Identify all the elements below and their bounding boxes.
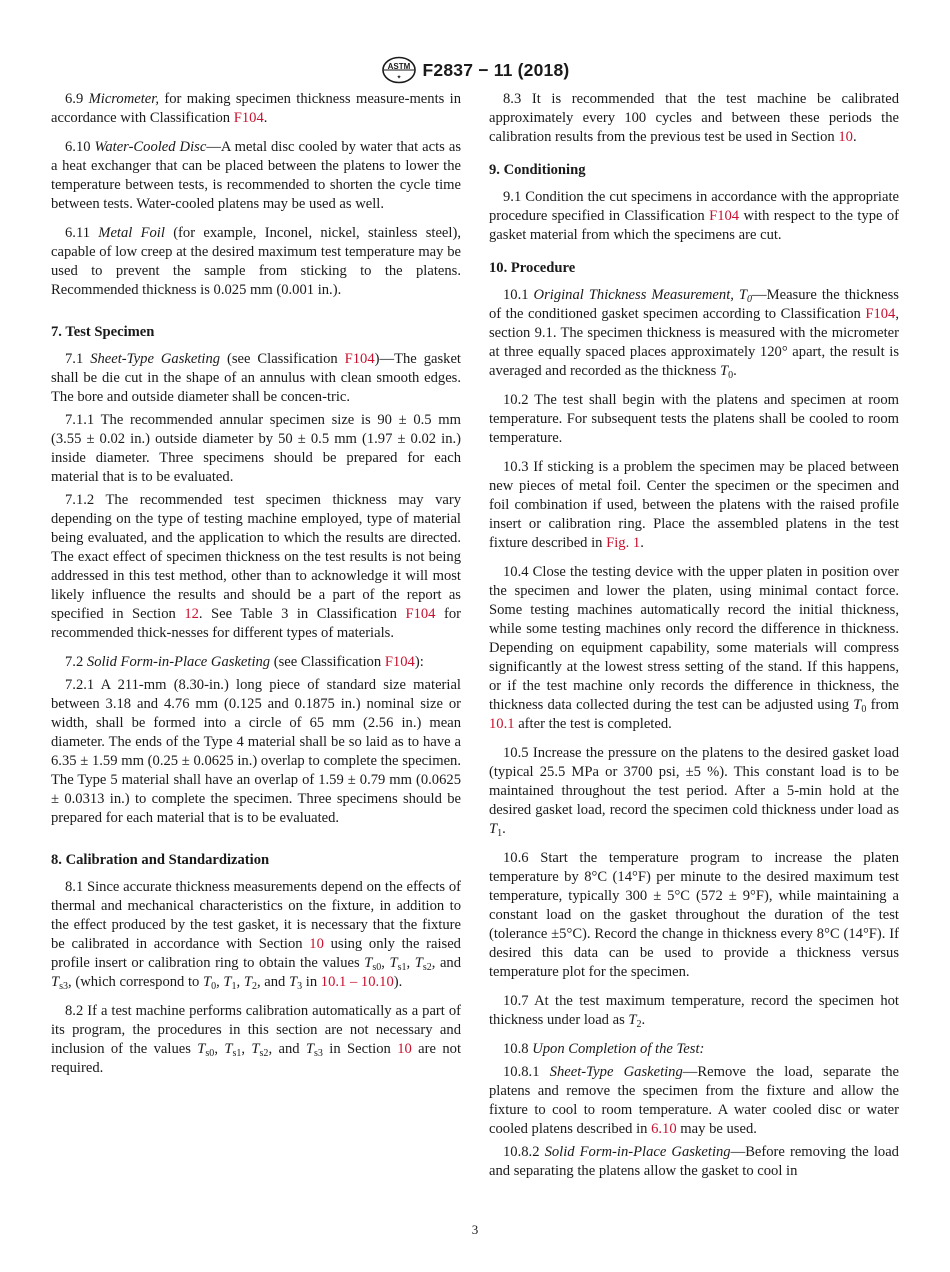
section-7-2-1: 7.2.1 A 211-mm (8.30-in.) long piece of standard size material between 3.18 and 4.76 mm (0.125 and 0.1875 in.) nominal size or width, shall be formed into a circle of 65 mm (2.56 in.) mean diameter. The ends of the Type 4 material shall be so laid as to have a 6.35 ± 1.59 mm (0.25 ± 0.0625 in.) overlap to complete the specimen. The Type 5 material shall have an overlap of 1.59 ± 0.79 mm (0.0625 ± 0.0313 in.) to complete the specimen. Three specimens should be prepared for each material that is to be evaluated. (51, 677, 461, 826)
section-10-8-1: 10.8.1 Sheet-Type Gasketing—Remove the load, separate the platens and remove the specimen from the fixture and allow the fixture to cool to room temperature. A water cooled disc or water cooled platens described in 6.10 may be used. (489, 1064, 899, 1137)
ref-f104-link[interactable]: F104 (344, 351, 375, 367)
section-10-5: 10.5 Increase the pressure on the platens to the desired gasket load (typical 25.5 MPa or 3700 psi, ±5 %). This constant load is to be maintained throughout the test period. After a 5-min hold at the desired gasket load, record the specimen cold thickness under load as $T_1$. (489, 745, 899, 839)
section-10-6: 10.6 Start the temperature program to increase the platen temperature by 8°C (14°F) per minute to the desired maximum test temperature, typically 300 ± 5°C (572 ± 9°F), while maintaining a constant load on the gasket throughout the duration of the test (tolerance ±5°C). Record the change in thickness every 8°C (14°F). If desired this data can be used to provide a thickness versus temperature plot for the specimen. (489, 850, 899, 980)
section-10-2: 10.2 The test shall begin with the platens and specimen at room temperature. For subsequent tests the platens shall be cooled to room temperature. (489, 392, 899, 446)
section-9-1: 9.1 Condition the cut specimens in accordance with the appropriate procedure specified in Classification F104 with respect to the type of gasket material from which the specimens are cut. (489, 189, 899, 243)
section-7-1-2: 7.1.2 The recommended test specimen thickness may vary depending on the type of testing machine employed, type of material being evaluated, and the application to which the results are directed. The exact effect of specimen thickness on the test results is not being addressed in this test method, other than to acknowledge it will most likely influence the results and should be a part of the report as specified in Section 12. See Table 3 in Classification F104 for recommended thick-nesses for different types of materials. (51, 492, 462, 641)
ref-fig-1-link[interactable]: Fig. 1 (606, 535, 641, 551)
section-8-1: 8.1 Since accurate thickness measurements depend on the effects of thermal and mechanical characteristics on the fixture, in addition to the effect produced by the test gasket, it is necessary that the fixture be calibrated in accordance with Section 10 using only the raised profile insert or calibration ring to obtain the values $T_{s0}$, $T_{s1}$, $T_{s2}$, and $T_{s3}$, (which correspond to $T_0$, $T_1$, $T_2$, and $T_3$ in 10.1 – 10.10). (51, 879, 462, 992)
document-designation: F2837 − 11 (2018) (422, 59, 570, 80)
section-10-4: 10.4 Close the testing device with the upper platen in position over the specimen and lower the platen, using minimal contact force. Some testing machines automatically record the initial thickness, while some testing machines only record the difference in thickness. Depending on equipment capability, some materials will compress significantly at the lowest stress setting of the stand. If this happens, or if the test machine only records the difference in thickness, the thickness data collected during the test can be adjusted using $T_0$ from 10.1 after the test is completed. (489, 564, 899, 732)
section-10-3: 10.3 If sticking is a problem the specimen may be placed between new pieces of metal foil. Center the specimen or the specimen and foil combination if used, between the platens with the raised profile insert or calibration ring. Place the assembled platens in the test fixture described in Fig. 1. (489, 459, 899, 551)
heading-test-specimen: 7. Test Specimen (51, 324, 155, 340)
ref-f104-link[interactable]: F104 (709, 208, 740, 224)
heading-conditioning: 9. Conditioning (489, 162, 586, 178)
section-8-3: 8.3 It is recommended that the test machine be calibrated approximately every 100 cycles and between these periods the calibration results from the previous test be used in Section 10. (489, 91, 899, 145)
ref-10-1-10-10-link[interactable]: 10.1 – 10.10 (320, 974, 394, 990)
astm-logo-icon (381, 56, 417, 84)
section-10-7: 10.7 At the test maximum temperature, record the specimen hot thickness under load as $T_2$. (489, 993, 899, 1030)
section-7-2: 7.2 Solid Form-in-Place Gasketing (see Classification F104): (65, 654, 424, 670)
ref-f104-link[interactable]: F104 (405, 606, 436, 622)
section-7-1-1: 7.1.1 The recommended annular specimen size is 90 ± 0.5 mm (3.55 ± 0.02 in.) outside diameter by 50 ± 0.5 mm (1.97 ± 0.02 in.) inside diameter. Three specimens should be prepared for each material that is to be evaluated. (51, 412, 461, 485)
ref-section-12-link[interactable]: 12 (184, 606, 199, 622)
ref-section-10-link[interactable]: 10 (309, 936, 324, 952)
section-10-8-2: 10.8.2 Solid Form-in-Place Gasketing—Before removing the load and separating the platens allow the gasket to cool in (489, 1144, 899, 1179)
astm-logo-text: ASTM (387, 62, 410, 71)
page-number: 3 (471, 1222, 479, 1237)
ref-6-10-link[interactable]: 6.10 (651, 1121, 677, 1137)
section-8-2: 8.2 If a test machine performs calibration automatically as a part of its program, the procedures in this section are not necessary and inclusion of the values $T_{s0}$, $T_{s1}$, $T_{s2}$, and $T_{s3}$ in Section 10 are not required. (51, 1003, 461, 1076)
ref-section-10-link[interactable]: 10 (397, 1041, 412, 1057)
ref-10-1-link[interactable]: 10.1 (489, 716, 515, 732)
ref-f104-link[interactable]: F104 (865, 306, 896, 322)
ref-f104-link[interactable]: F104 (233, 110, 264, 126)
heading-calibration: 8. Calibration and Standardization (51, 852, 270, 868)
section-6-11: 6.11 Metal Foil (for example, Inconel, nickel, stainless steel), capable of low creep at the desired maximum test temperature may be used to prevent the sample from sticking to the platens. Recommended thickness is 0.025 mm (0.001 in.). (51, 225, 461, 298)
heading-procedure: 10. Procedure (489, 260, 576, 276)
ref-f104-link[interactable]: F104 (384, 654, 415, 670)
section-6-9: 6.9 Micrometer, for making specimen thickness measure-ments in accordance with Classification F104. (51, 91, 462, 126)
section-7-1: 7.1 Sheet-Type Gasketing (see Classification F104)—The gasket shall be die cut in the shape of an annulus with clean smooth edges. The bore and outside diameter shall be concen-tric. (51, 351, 461, 405)
page-header (0, 55, 950, 85)
right-column (489, 90, 899, 1185)
left-column (51, 90, 461, 1088)
section-10-1: 10.1 Original Thickness Measurement, $T_0—Measure$ the thickness of the conditioned gasket specimen according to Classification F104, section 9.1. The specimen thickness is measured with the micrometer at three equally spaced places approximately 120° apart, the result is averaged and recorded as the thickness $T_0$. (489, 287, 899, 381)
section-6-10: 6.10 Water-Cooled Disc—A metal disc cooled by water that acts as a heat exchanger that can be placed between the platens to lower the temperature between tests, is recommended to shorten the cycle time between tests. Water-cooled platens may be used as well. (51, 139, 461, 212)
svg-text:✦: ✦ (396, 75, 402, 81)
ref-section-10-link[interactable]: 10 (838, 129, 853, 145)
section-10-8: 10.8 Upon Completion of the Test: (503, 1041, 705, 1057)
